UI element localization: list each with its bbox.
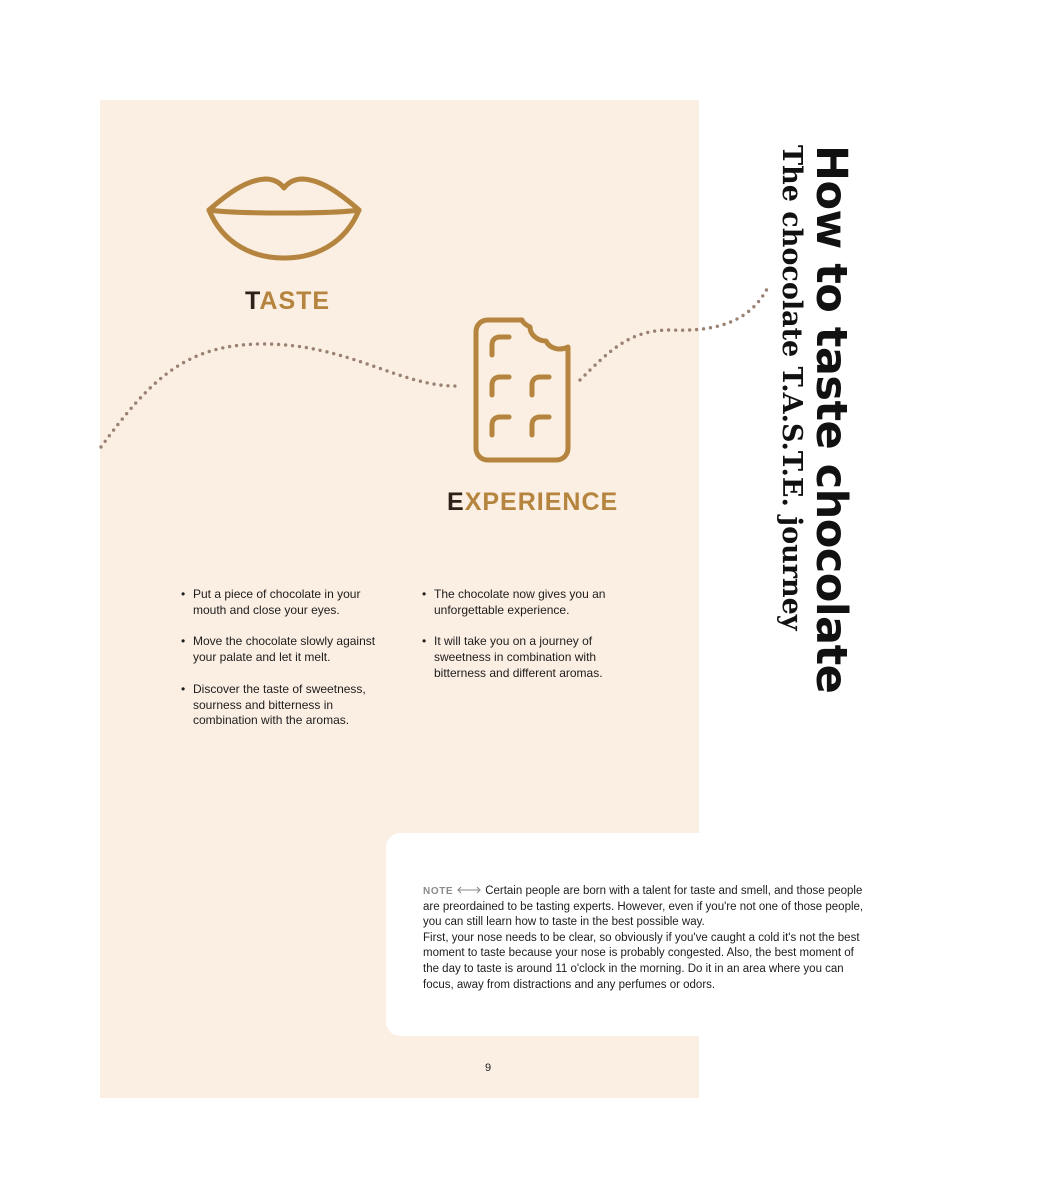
list-item: • Move the chocolate slowly against your palate and let it melt.	[181, 634, 381, 665]
double-arrow-icon	[457, 886, 481, 894]
note-paragraph-2: First, your nose needs to be clear, so obviously if you've caught a cold it's not the best moment to taste because your nose is probably congested. Also, the best moment of the day to taste is around 11 o'clock in the morning. Do it in an area where you can focus, away from distractions and any perfumes or odors.	[423, 931, 860, 991]
experience-bullet-list	[422, 587, 622, 698]
experience-heading-rest: XPERIENCE	[464, 488, 619, 516]
bitten-chocolate-bar-icon	[472, 315, 572, 465]
lips-icon	[205, 174, 363, 264]
page-number: 9	[484, 1062, 492, 1074]
list-item: • The chocolate now gives you an unforgettable experience.	[422, 587, 622, 618]
note-paragraph-1: Certain people are born with a talent for taste and smell, and those people are preordained to be tasting experts. However, even if you're not one of those people, you can still learn how to taste in the best possible way.	[423, 885, 864, 929]
experience-heading-initial: E	[447, 488, 465, 516]
list-item: • Discover the taste of sweetness, sourness and bitterness in combination with the aromas.	[181, 682, 381, 729]
vertical-title-block	[775, 145, 856, 694]
page-title: How to taste chocolate	[806, 145, 856, 694]
list-item: • Put a piece of chocolate in your mouth and close your eyes.	[181, 587, 381, 618]
list-item: • It will take you on a journey of sweetness in combination with bitterness and different aromas.	[422, 634, 622, 681]
page-subtitle: The chocolate T.A.S.T.E. journey	[776, 145, 807, 631]
taste-bullet-list	[181, 587, 381, 745]
experience-heading	[447, 488, 618, 517]
note-text	[423, 884, 873, 993]
note-label: NOTE	[423, 886, 454, 897]
taste-heading-rest: ASTE	[259, 287, 331, 315]
taste-heading	[245, 287, 330, 316]
taste-heading-initial: T	[245, 287, 260, 315]
